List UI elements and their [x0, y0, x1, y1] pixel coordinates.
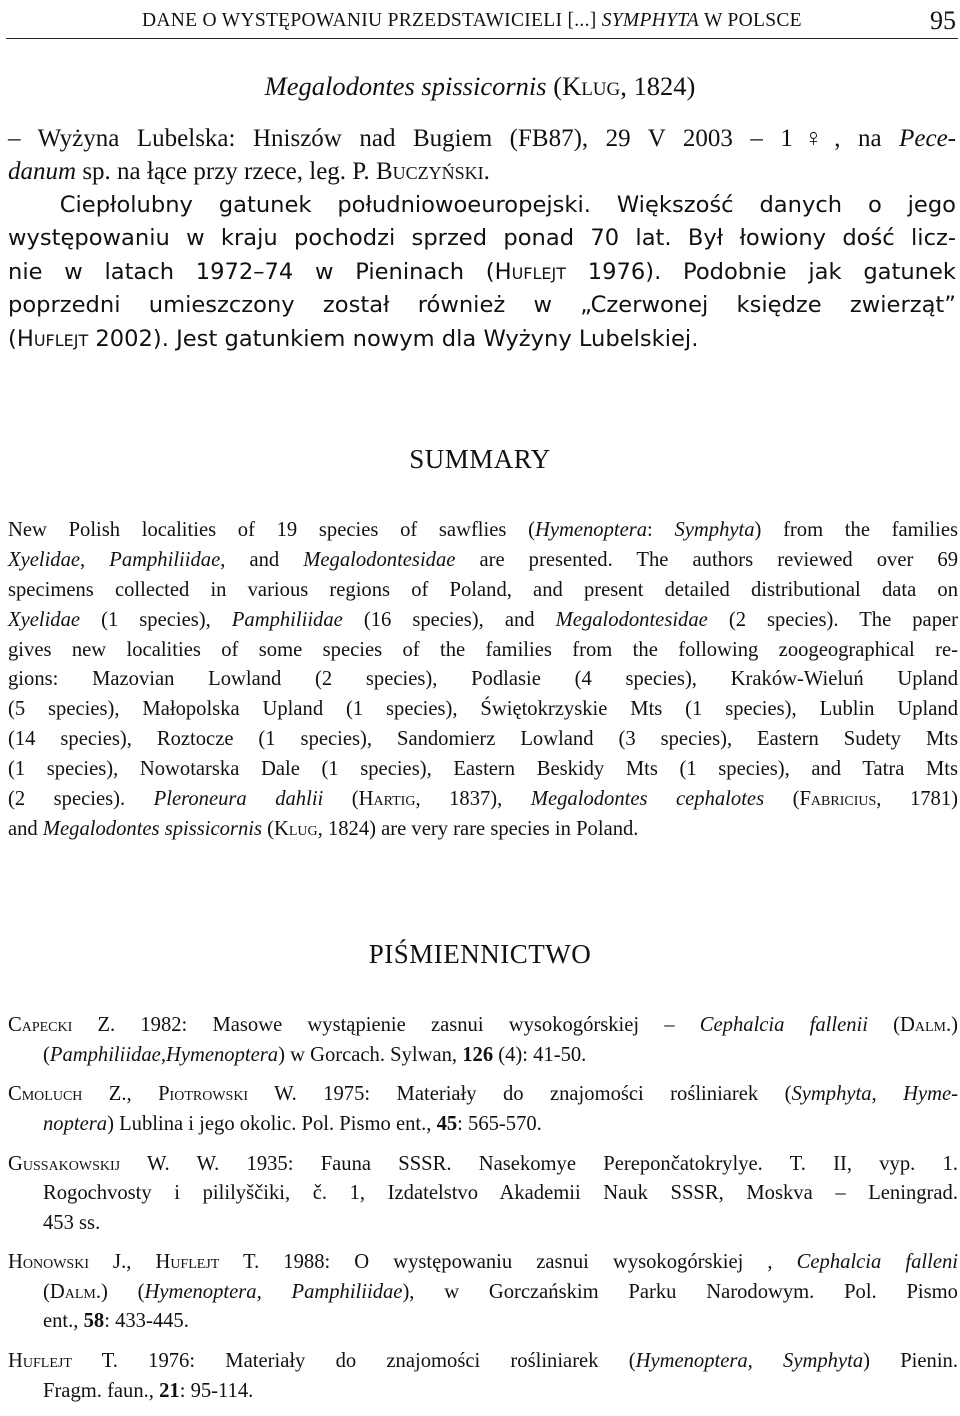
reference-line: noptera) Lublina i jego okolic. Pol. Pismo ent., 45: 565-570. — [43, 1112, 542, 1135]
reference-item — [8, 1150, 958, 1239]
summary-heading: SUMMARY — [409, 444, 551, 474]
running-head — [6, 8, 958, 39]
reference-line: Rogochvosty i pililyščiki, č. 1, Izdatelstvo Akademii Nauk SSSR, Moskva – Leningrad. — [43, 1182, 958, 1205]
summary-text — [8, 516, 958, 845]
summary-line: gions: Mazovian Lowland (2 species), Podlasie (4 species), Kraków-Wieluń Upland — [8, 668, 958, 691]
summary-line: (5 species), Małopolska Upland (1 species), Świętokrzyskie Mts (1 species), Lublin Upland — [8, 698, 958, 721]
species-record: – Wyżyna Lubelska: Hniszów nad Bugiem (FB87), 29 V 2003 – 1♀, na Pece- danum sp. na łące przy rzece, leg. P. Buczyński. — [8, 125, 956, 186]
reference-line: 453 ss. — [43, 1211, 101, 1234]
summary-line: Xyelidae, Pamphiliidae, and Megalodontesidae are presented. The authors reviewed over 69 — [8, 548, 959, 571]
note-line: poprzedni umieszczony został również w „Czerwonej księdze zwierząt” — [8, 292, 956, 319]
summary-line: specimens collected in various regions of Poland, and present detailed distributional data on — [8, 578, 958, 601]
references-heading: PIŚMIENNICTWO — [368, 939, 592, 969]
reference-line: Cmoluch Z., Piotrowski W. 1975: Materiały do znajomości rośliniarek (Symphyta, Hyme- — [8, 1083, 958, 1106]
reference-item — [8, 1011, 958, 1070]
summary-line: gives new localities of some species of the families from the following zoogeographical re- — [8, 638, 958, 661]
reference-item — [8, 1248, 958, 1337]
reference-line: Gussakowskij W. W. 1935: Fauna SSSR. Nasekomye Perepončatokrylye. T. II, vyp. 1. — [8, 1152, 958, 1175]
reference-line: ent., 58: 433-445. — [43, 1310, 189, 1333]
species-note — [8, 189, 956, 356]
note-line: występowaniu w kraju pochodzi sprzed ponad 70 lat. Był łowiony dość licz- — [8, 225, 956, 252]
note-line: Ciepłolubny gatunek południowoeuropejski. Większość danych o jego — [8, 192, 956, 218]
note-line: nie w latach 1972–74 w Pieninach (Huflejt 1976). Podobnie jak gatunek — [8, 258, 956, 285]
reference-line: Honowski J., Huflejt T. 1988: O występowaniu zasnui wysokogórskiej , Cephalcia falleni — [8, 1251, 959, 1274]
reference-item — [8, 1080, 958, 1139]
references-list — [8, 1011, 958, 1416]
summary-line: and Megalodontes spissicornis (Klug, 1824) are very rare species in Poland. — [8, 817, 639, 840]
page-number: 95 — [930, 6, 956, 35]
reference-line: (Dalm.) (Hymenoptera, Pamphiliidae), w Gorczańskim Parku Narodowym. Pol. Pismo — [43, 1280, 958, 1303]
summary-line: New Polish localities of 19 species of sawflies (Hymenoptera: Symphyta) from the families — [8, 519, 958, 541]
summary-line: Xyelidae (1 species), Pamphiliidae (16 species), and Megalodontesidae (2 species). The paper — [8, 608, 958, 631]
reference-line: Fragm. faun., 21: 95-114. — [43, 1379, 254, 1402]
reference-item — [8, 1347, 958, 1406]
summary-line: (2 species). Pleroneura dahlii (Hartig, 1837), Megalodontes cephalotes (Fabricius, 1781) — [8, 788, 958, 811]
reference-line: Capecki Z. 1982: Masowe wystąpienie zasnui wysokogórskiej – Cephalcia fallenii (Dalm.) — [8, 1014, 959, 1036]
running-head-title: DANE O WYSTĘPOWANIU PRZEDSTAWICIELI [...] SYMPHYTA W POLSCE — [142, 10, 802, 31]
summary-line: (1 species), Nowotarska Dale (1 species), Eastern Beskidy Mts (1 species), and Tatra Mts — [8, 758, 958, 781]
reference-line: (Pamphiliidae,Hymenoptera) w Gorcach. Sylwan, 126 (4): 41-50. — [43, 1043, 587, 1066]
species-title: Megalodontes spissicornis (Klug, 1824) — [264, 71, 696, 101]
note-line: (Huflejt 2002). Jest gatunkiem nowym dla Wyżyny Lubelskiej. — [8, 325, 699, 352]
reference-line: Huflejt T. 1976: Materiały do znajomości rośliniarek (Hymenoptera, Symphyta) Pienin. — [8, 1350, 958, 1373]
summary-line: (14 species), Roztocze (1 species), Sandomierz Lowland (3 species), Eastern Sudety Mts — [8, 728, 958, 751]
